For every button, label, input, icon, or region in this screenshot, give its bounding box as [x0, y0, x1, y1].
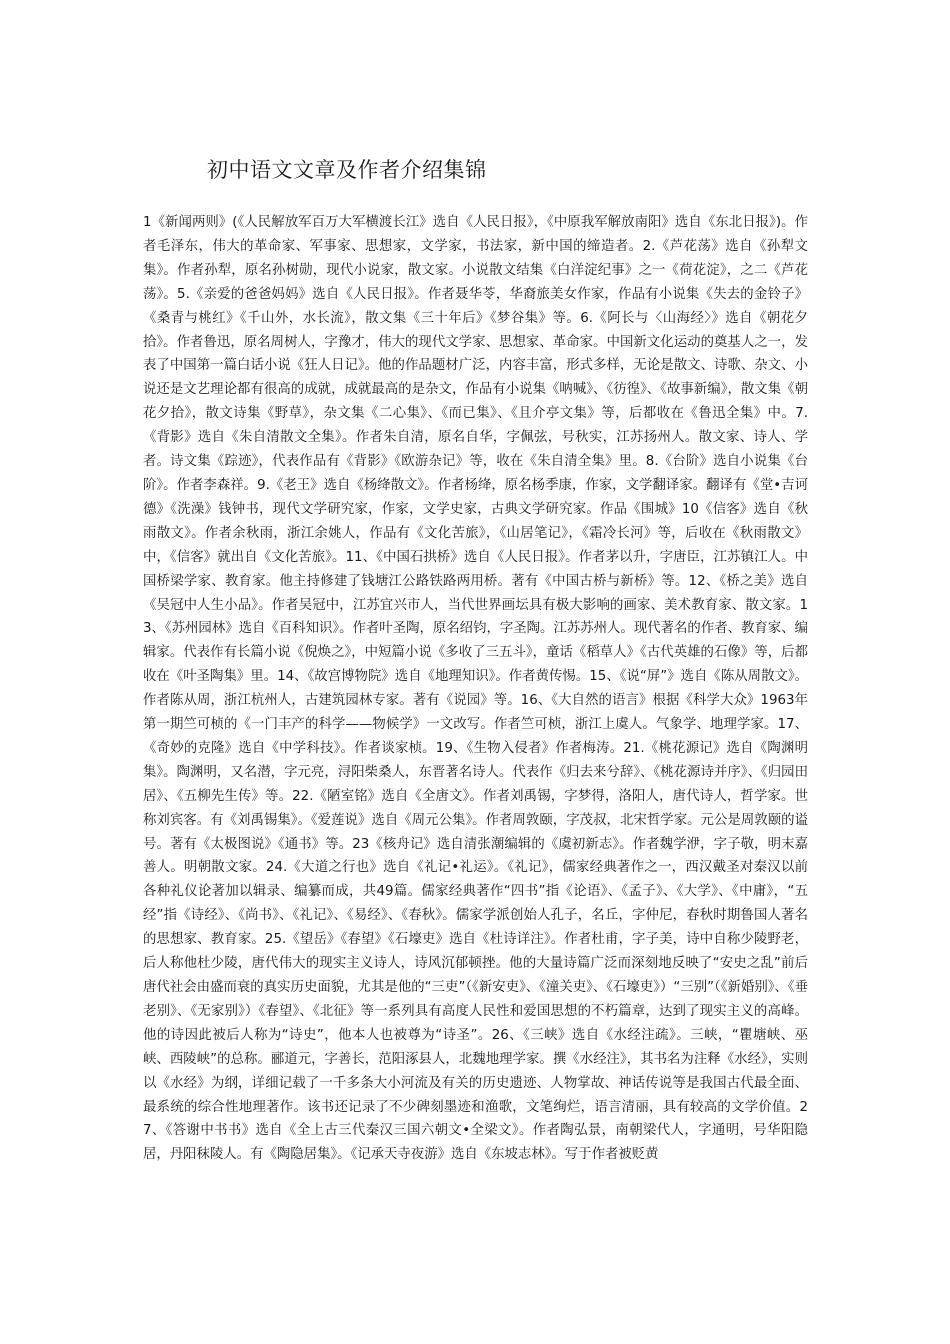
page-title: 初中语文文章及作者介绍集锦	[207, 158, 487, 182]
body-paragraph: 1《新闻两则》(《人民解放军百万大军横渡长江》选自《人民日报》，《中原我军解放南阳》选自《东北日报》)。作者毛泽东，伟大的革命家、军事家、思想家，文学家，书法家，新中国的缔造者。2.《芦花荡》选自《孙犁文集》。作者孙犁，原名孙树勋，现代小说家，散文家。小说散文结集《白洋淀纪事》之一《荷花淀》，之二《芦花荡》。5.《亲爱的爸爸妈妈》选自《人民日报》。作者聂华苓，华裔旅美女作家，作品有小说集《失去的金铃子》《桑青与桃红》《千山外，水长流》，散文集《三十年后》《梦谷集》等。6.《阿长与〈山海经〉》选自《朝花夕拾》。作者鲁迅，原名周树人，字豫才，伟大的现代文学家、思想家、革命家。中国新文化运动的奠基人之一，发表了中国第一篇白话小说《狂人日记》。他的作品题材广泛，内容丰富，形式多样，无论是散文、诗歌、杂文、小说还是文艺理论都有很高的成就，成就最高的是杂文，作品有小说集《呐喊》、《彷徨》、《故事新编》，散文集《朝花夕拾》，散文诗集《野草》，杂文集《二心集》、《而已集》、《且介亭文集》等，后都收在《鲁迅全集》中。7.《背影》选自《朱自清散文全集》。作者朱自清，原名自华，字佩弦，号秋实，江苏扬州人。散文家、诗人、学者。诗文集《踪迹》，代表作品有《背影》《欧游杂记》等，收在《朱自清全集》里。8.《台阶》选自小说集《台阶》。作者李森祥。9.《老王》选自《杨绛散文》。作者杨绛，原名杨季康，作家，文学翻译家。翻译有《堂•吉诃德》《洗澡》钱钟书，现代文学研究家，作家，文学史家，古典文学研究家。作品《围城》10《信客》选自《秋雨散文》。作者余秋雨，浙江余姚人，作品有《文化苦旅》，《山居笔记》，《霜冷长河》等，后收在《秋雨散文》中，《信客》就出自《文化苦旅》。11、《中国石拱桥》选自《人民日报》。作者茅以升，字唐臣，江苏镇江人。中国桥梁学家、教育家。他主持修建了钱塘江公路铁路两用桥。著有《中国古桥与新桥》等。12、《桥之美》选自《吴冠中人生小品》。作者吴冠中，江苏宜兴市人，当代世界画坛具有极大影响的画家、美术教育家、散文家。13、《苏州园林》选自《百科知识》。作者叶圣陶，原名绍钧，字圣陶。江苏苏州人。现代著名的作者、教育家、编辑家。代表作有长篇小说《倪焕之》，中短篇小说《多收了三五斗》，童话《稻草人》《古代英雄的石像》等，后都收在《叶圣陶集》里。14、《故宫博物院》选自《地理知识》。作者黄传惕。15、《说“屏”》选自《陈从周散文》。作者陈从周，浙江杭州人，古建筑园林专家。著有《说园》等。16、《大自然的语言》根据《科学大众》1963年第一期竺可桢的《一门丰产的科学——物候学》一文改写。作者竺可桢，浙江上虞人。气象学、地理学家。17、《奇妙的克隆》选自《中学科技》。作者谈家桢。19、《生物入侵者》作者梅涛。21.《桃花源记》选自《陶渊明集》。陶渊明，又名潜，字元亮，浔阳柴桑人，东晋著名诗人。代表作《归去来兮辞》、《桃花源诗并序》、《归园田居》、《五柳先生传》等。22.《陋室铭》选自《全唐文》。作者刘禹锡，字梦得，洛阳人，唐代诗人，哲学家。世称刘宾客。有《刘禹锡集》。《爱莲说》选自《周元公集》。作者周敦颐，字茂叔，北宋哲学家。元公是周敦颐的谥号。著有《太极图说》《通书》等。23《核舟记》选自清张潮编辑的《虞初新志》。作者魏学洢，字子敬，明末嘉善人。明朝散文家。24.《大道之行也》选自《礼记•礼运》。《礼记》，儒家经典著作之一，西汉戴圣对秦汉以前各种礼仪论著加以辑录、编纂而成，共49篇。儒家经典著作“四书”指《论语》、《孟子》、《大学》、《中庸》，“五经”指《诗经》、《尚书》、《礼记》、《易经》、《春秋》。儒家学派创始人孔子，名丘，字仲尼，春秋时期鲁国人著名的思想家、教育家。25.《望岳》《春望》《石壕吏》选自《杜诗详注》。作者杜甫，字子美，诗中自称少陵野老，后人称他杜少陵，唐代伟大的现实主义诗人，诗风沉郁顿挫。他的大量诗篇广泛而深刻地反映了“安史之乱”前后唐代社会由盛而衰的真实历史面貌，尤其是他的“三吏”（《新安吏》、《潼关吏》、《石壕吏》）“三别”（《新婚别》、《垂老别》、《无家别》）《春望》、《北征》等一系列具有高度人民性和爱国思想的不朽篇章，达到了现实主义的高峰。他的诗因此被后人称为“诗史”，他本人也被尊为“诗圣”。26、《三峡》选自《水经注疏》。三峡，“瞿塘峡、巫峡、西陵峡”的总称。郦道元，字善长，范阳涿县人，北魏地理学家。撰《水经注》，其书名为注释《水经》，实则以《水经》为纲，详细记载了一千多条大小河流及有关的历史遗迹、人物掌故、神话传说等是我国古代最全面、最系统的综合性地理著作。该书还记录了不少碑刻墨迹和渔歌，文笔绚烂，语言清丽，具有较高的文学价值。27、《答谢中书书》选自《全上古三代秦汉三国六朝文•全梁文》。作者陶弘景，南朝梁代人，字通明，号华阳隐居，丹阳秣陵人。有《陶隐居集》。《记承天寺夜游》选自《东坡志林》。写于作者被贬黄	[143, 215, 808, 1163]
